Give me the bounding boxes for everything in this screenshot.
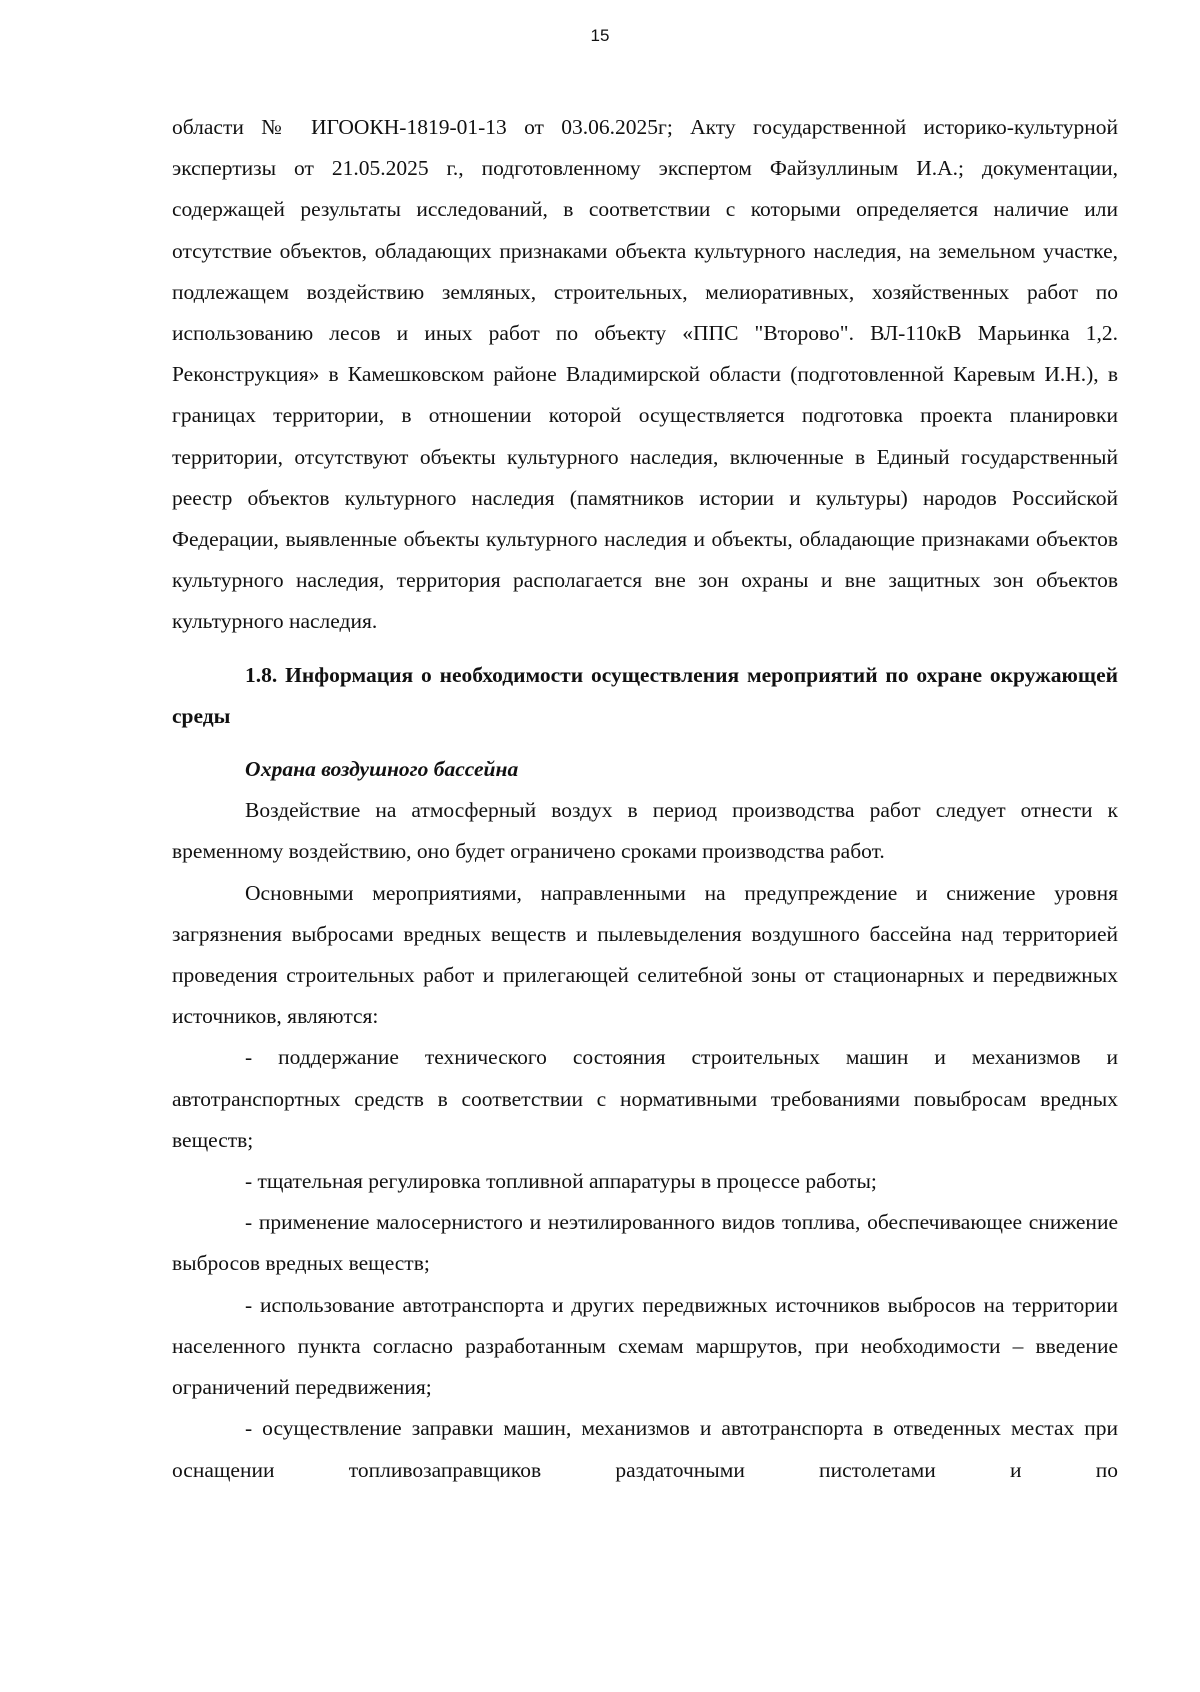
list-item: - поддержание технического состояния строительных машин и механизмов и автотранспортных средств в соответствии с нормативными требованиями повыбросам вредных веществ;	[172, 1045, 1118, 1152]
paragraph-air-impact: Воздействие на атмосферный воздух в период производства работ следует отнести к временному воздействию, оно будет ограничено сроками производства работ.	[172, 798, 1118, 864]
paragraph-main-measures: Основными мероприятиями, направленными на предупреждение и снижение уровня загрязнения выбросами вредных веществ и пылевыделения воздушного бассейна над территорией проведения строительных работ и прилегающей селитебной зоны от стационарных и передвижных источников, являются:	[172, 880, 1118, 1029]
section-subheading: Охрана воздушного бассейна	[245, 757, 519, 782]
list-item: - использование автотранспорта и других передвижных источников выбросов на территории населенного пункта согласно разработанным схемам маршрутов, при необходимости – введение ограничений передвижения;	[172, 1292, 1118, 1400]
document-body	[172, 107, 1118, 1491]
list-item: - применение малосернистого и неэтилированного видов топлива, обеспечивающее снижение выбросов вредных веществ;	[172, 1210, 1118, 1276]
section-heading: 1.8. Информация о необходимости осуществления мероприятий по охране окружающей среды	[172, 662, 1118, 728]
paragraph-cultural-heritage: области № ИГООКН-1819-01-13 от 03.06.2025г; Акту государственной историко-культурной экспертизы от 21.05.2025 г., подготовленному экспертом Файзуллиным И.А.; документации, содержащей результаты исследований, в соответствии с которыми определяется наличие или отсутствие объектов, обладающих признаками объекта культурного наследия, на земельном участке, подлежащем воздействию земляных, строительных, мелиоративных, хозяйственных работ по использованию лесов и иных работ по объекту «ППС "Второво". ВЛ-110кВ Марьинка 1,2. Реконструкция» в Камешковском районе Владимирской области (подготовленной Каревым И.Н.), в границах территории, в отношении которой осуществляется подготовка проекта планировки территории, отсутствуют объекты культурного наследия, включенные в Единый государственный реестр объектов культурного наследия (памятников истории и культуры) народов Российской Федерации, выявленные объекты культурного наследия и объекты, обладающие признаками объектов культурного наследия, территория располагается вне зон охраны и вне защитных зон объектов культурного наследия.	[172, 115, 1118, 634]
page-number: 15	[590, 26, 610, 45]
list-item: - осуществление заправки машин, механизмов и автотранспорта в отведенных местах при оснащении топливозаправщиков раздаточными пистолетами и по	[172, 1416, 1118, 1482]
list-item: - тщательная регулировка топливной аппаратуры в процессе работы;	[245, 1169, 877, 1194]
